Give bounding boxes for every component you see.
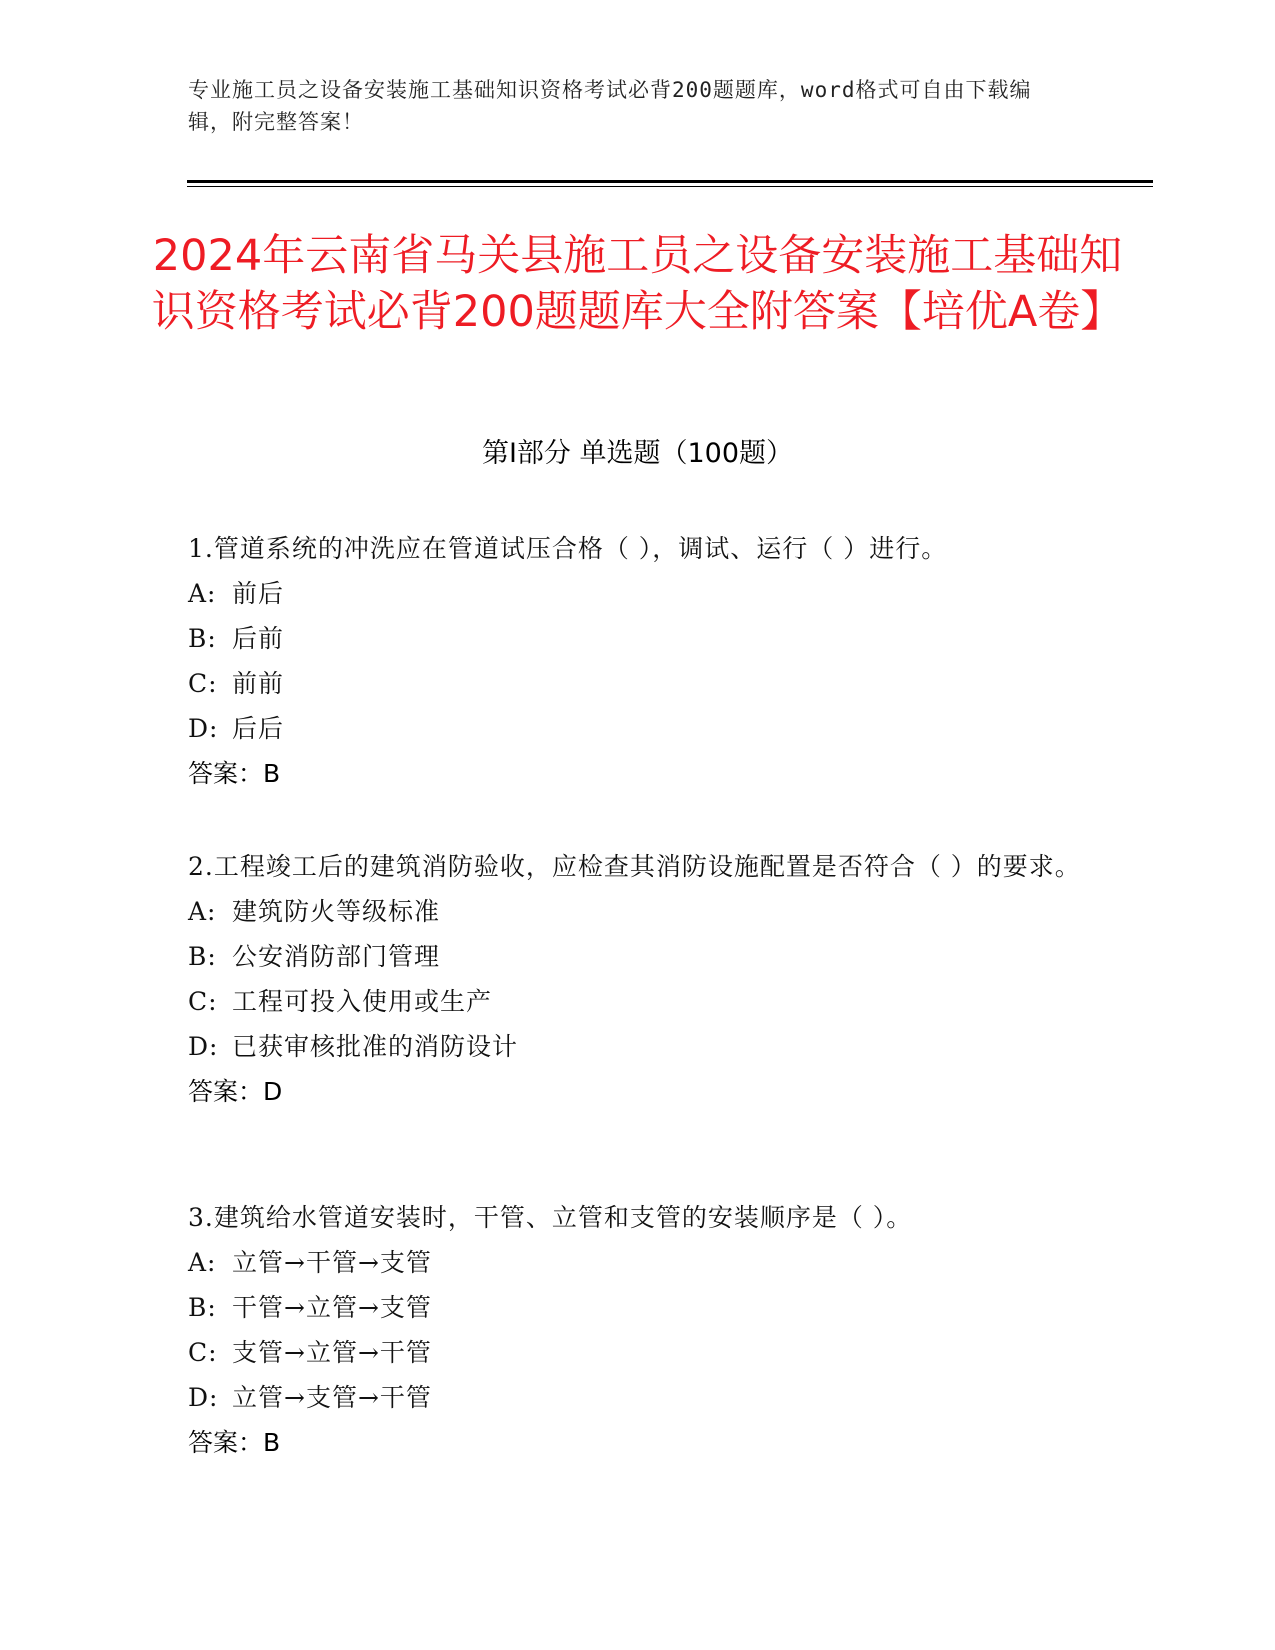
option-letter: B:	[188, 942, 217, 971]
option-text: 后后	[232, 714, 285, 743]
option-b	[188, 1285, 1088, 1330]
document-title: 2024年云南省马关县施工员之设备安装施工基础知识资格考试必背200题题库大全附答案【培优A卷】	[151, 231, 1124, 337]
option-text: 支管→立管→干管	[232, 1338, 432, 1367]
option-text: 公安消防部门管理	[232, 942, 441, 971]
question-1	[188, 526, 1088, 796]
option-text: 建筑防火等级标准	[232, 897, 441, 926]
option-a	[188, 571, 1088, 616]
option-a	[188, 1240, 1088, 1285]
option-letter: B:	[188, 624, 217, 653]
option-text: 前后	[232, 579, 285, 608]
option-a	[188, 889, 1088, 934]
option-letter: A:	[188, 897, 217, 926]
option-letter: C:	[188, 987, 218, 1016]
option-letter: C:	[188, 669, 218, 698]
option-letter: C:	[188, 1338, 218, 1367]
question-3	[188, 1195, 1088, 1465]
header-divider-thin	[187, 186, 1153, 187]
option-letter: D:	[188, 1383, 219, 1412]
option-letter: D:	[188, 1032, 219, 1061]
question-stem: 1.管道系统的冲洗应在管道试压合格（ ），调试、运行（ ）进行。	[188, 534, 948, 563]
option-text: 工程可投入使用或生产	[232, 987, 493, 1016]
question-stem: 2.工程竣工后的建筑消防验收，应检查其消防设施配置是否符合（ ）的要求。	[188, 852, 1081, 881]
option-c	[188, 979, 1088, 1024]
option-c	[188, 1330, 1088, 1375]
answer-line: 答案：D	[188, 1077, 283, 1106]
option-text: 立管→干管→支管	[232, 1248, 432, 1277]
question-2	[188, 844, 1088, 1114]
option-letter: D:	[188, 714, 219, 743]
option-text: 后前	[232, 624, 285, 653]
answer-line: 答案：B	[188, 759, 281, 788]
question-stem: 3.建筑给水管道安装时，干管、立管和支管的安装顺序是（ ）。	[188, 1203, 913, 1232]
header-divider-thick	[187, 180, 1153, 183]
option-letter: A:	[188, 579, 217, 608]
option-d	[188, 706, 1088, 751]
option-text: 立管→支管→干管	[232, 1383, 432, 1412]
option-b	[188, 934, 1088, 979]
option-d	[188, 1375, 1088, 1420]
option-text: 已获审核批准的消防设计	[232, 1032, 519, 1061]
option-b	[188, 616, 1088, 661]
answer-line: 答案：B	[188, 1428, 281, 1457]
section-title: 第Ⅰ部分 单选题（100题）	[481, 438, 794, 469]
option-d	[188, 1024, 1088, 1069]
option-text: 干管→立管→支管	[232, 1293, 432, 1322]
option-text: 前前	[232, 669, 285, 698]
option-letter: B:	[188, 1293, 217, 1322]
option-c	[188, 661, 1088, 706]
option-letter: A:	[188, 1248, 217, 1277]
header-note: 专业施工员之设备安装施工基础知识资格考试必背200题题库，word格式可自由下载编辑，附完整答案！	[188, 78, 1032, 134]
